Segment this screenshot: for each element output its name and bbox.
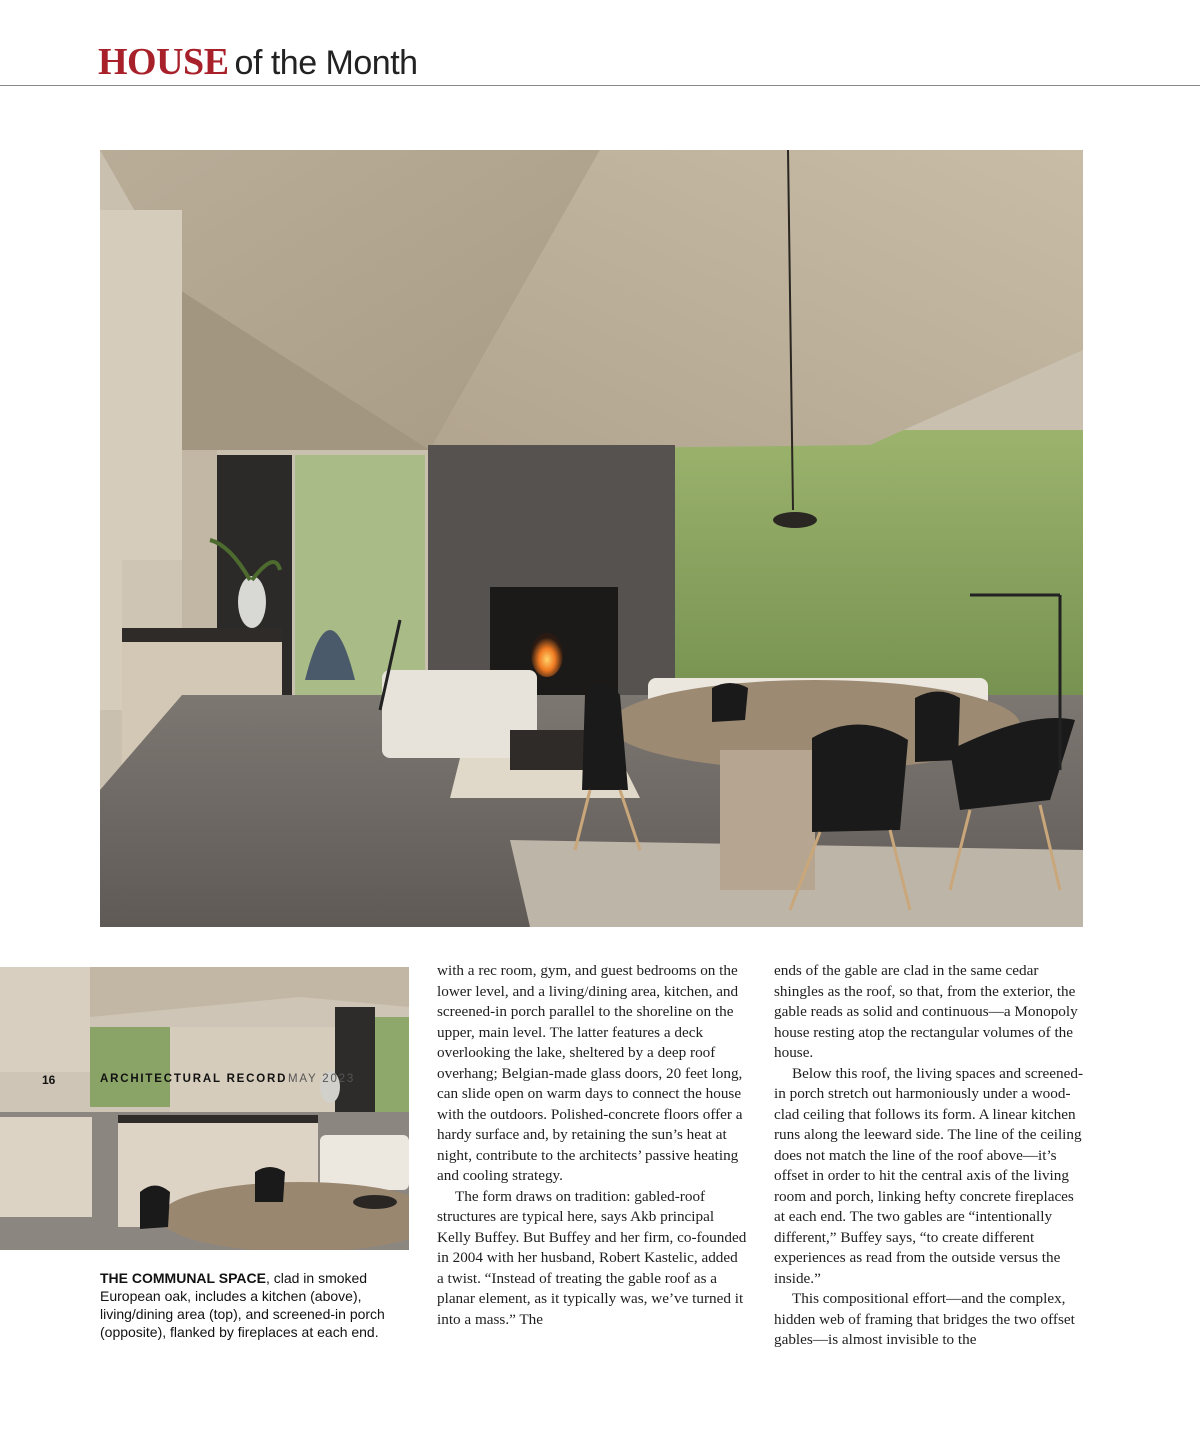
- issue-date: MAY 2023: [288, 1073, 356, 1085]
- section-header: [98, 40, 418, 84]
- paragraph: The form draws on tradition: gabled-roof structures are typical here, says Akb principal Kelly Buffey. But Buffey and her firm, co-founded in 2004 with her husband, Robert Kastelic, added a twist. “Instead of treating the gable roof as a planar element, as it typically was, we’ve turned it into a mass.” The: [437, 1187, 747, 1328]
- caption-text: , clad in smoked European oak, includes a kitchen (above), living/dining area (top), and screened-in porch (opposite), flanked by fireplaces at each end.: [100, 1270, 385, 1340]
- header-rule: [0, 85, 1200, 86]
- paragraph: ends of the gable are clad in the same cedar shingles as the roof, so that, from the exterior, the gable reads as solid and continuous—a Monopoly house resting atop the rectangular volumes of the house.: [774, 962, 1078, 1061]
- article-column-1: [437, 961, 747, 1330]
- paragraph: This compositional effort—and the complex, hidden web of framing that bridges the two offset gables—is almost invisible to the: [774, 1290, 1075, 1348]
- hero-photo: [100, 150, 1083, 927]
- paragraph: Below this roof, the living spaces and screened-in porch stretch out harmoniously under a wood-clad ceiling that follows its form. A linear kitchen runs along the leeward side. The line of the ceiling does not match the line of the roof above—it’s offset in order to hit the central axis of the living room and porch, linking hefty concrete fireplaces at each end. The two gables are “intentionally different,” Buffey says, “to create different experiences as read from the outside versus the inside.”: [774, 1064, 1084, 1287]
- caption-lead: THE COMMUNAL SPACE: [100, 1270, 266, 1286]
- paragraph: with a rec room, gym, and guest bedrooms on the lower level, and a living/dining area, kitchen, and screened-in porch parallel to the shoreline on the upper, main level. The latter features a deck overlooking the lake, sheltered by a deep roof overhang; Belgian-made glass doors, 20 feet long, can slide open on warm days to connect the house with the outdoors. Polished-concrete floors offer a hardy surface and, by retaining the sun’s heat at night, contribute to the architects’ passive heating and cooling strategy.: [437, 962, 743, 1184]
- magazine-name: ARCHITECTURAL RECORD: [100, 1073, 288, 1085]
- section-title-rest: of the Month: [234, 44, 418, 82]
- photo-caption: [100, 1269, 410, 1341]
- article-column-2: [774, 961, 1084, 1351]
- page-number: 16: [42, 1073, 56, 1087]
- inset-photo-kitchen: [0, 967, 409, 1250]
- section-title-house: HOUSE: [98, 41, 229, 83]
